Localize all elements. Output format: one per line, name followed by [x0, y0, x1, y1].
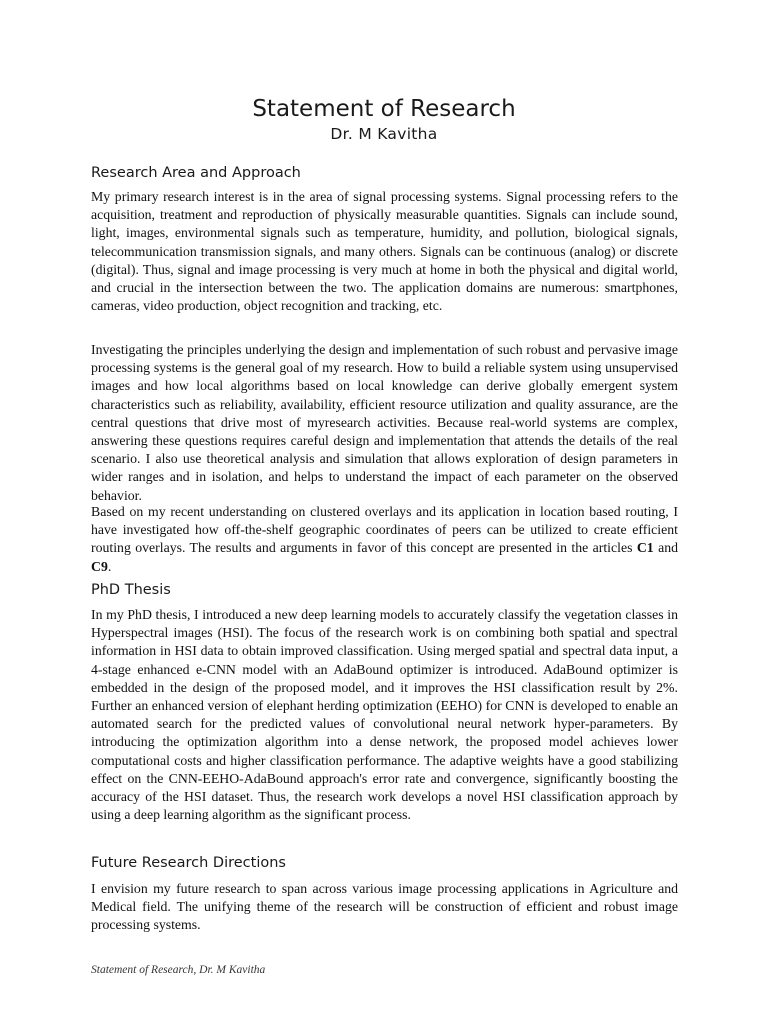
- paragraph-future-research: I envision my future research to span across various image processing applications in Agriculture and Medical field. The unifying theme of the research will be construction of efficient and robust image processing systems.: [91, 881, 678, 933]
- paragraph-principles: Investigating the principles underlying the design and implementation of such robust and pervasive image processing systems is the general goal of my research. How to build a reliable system using unsupervised images and how local algorithms based on local knowledge can derive globally emergent system characteristics such as reliability, availability, efficient resource utilization and quality assurance, are the central questions that drive most of myresearch activities. Because real-world systems are complex, answering these questions requires careful design and implementation that attends the details of the real scenario. I also use theoretical analysis and simulation that allows exploration of design parameters in wider ranges and in isolation, and helps to understand the impact of each parameter on the observed behavior.: [91, 342, 678, 503]
- overlay-text-end: .: [107, 558, 112, 574]
- author-name: Dr. M Kavitha: [330, 125, 438, 143]
- overlay-text-and: and: [653, 540, 679, 556]
- reference-c9: C9: [91, 558, 108, 574]
- reference-c1: C1: [636, 540, 654, 556]
- section-heading-phd-thesis: PhD Thesis: [91, 582, 171, 598]
- paragraph-clustered-overlays: [91, 503, 678, 576]
- overlay-text-before: Based on my recent understanding on clustered overlays and its application in location based routing, I have investigated how off-the-shelf geographic coordinates of peers can be utilized to create efficient routing overlays. The results and arguments in favor of this concept are presented in the articles: [91, 504, 678, 556]
- paragraph-research-interest: My primary research interest is in the area of signal processing systems. Signal processing refers to the acquisition, treatment and reproduction of physically measurable quantities. Signals can include sound, light, images, environmental signals such as temperature, humidity, and pollution, biological signals, telecommunication transmission signals, and many others. Signals can be continuous (analog) or discrete (digital). Thus, signal and image processing is very much at home in both the physical and digital world, and crucial in the intersection between the two. The application domains are numerous: smartphones, cameras, video production, object recognition and tracking, etc.: [91, 189, 678, 314]
- section-heading-future-research: Future Research Directions: [91, 855, 286, 871]
- page-footer: Statement of Research, Dr. M Kavitha: [91, 964, 266, 976]
- page-title: Statement of Research: [252, 96, 516, 122]
- section-heading-research-area: Research Area and Approach: [91, 165, 301, 181]
- paragraph-phd-thesis: In my PhD thesis, I introduced a new deep learning models to accurately classify the vegetation classes in Hyperspectral images (HSI). The focus of the research work is on combining both spatial and spectral information in HSI data to obtain improved classification. Using merged spatial and spectral data input, a 4-stage enhanced e-CNN model with an AdaBound optimizer is introduced. AdaBound optimizer is embedded in the design of the proposed model, and it improves the HSI classification result by 2%. Further an enhanced version of elephant herding optimization (EEHO) for CNN is developed to enable an automated search for the predicted values of convolutional neural network hyper-parameters. By introducing the optimization algorithm into a dense network, the proposed model achieves lower computational costs and higher classification performance. The adaptive weights have a good stabilizing effect on the CNN-EEHO-AdaBound approach's error rate and convergence, significantly boosting the accuracy of the HSI dataset. Thus, the research work develops a novel HSI classification approach by using a deep learning algorithm as the significant process.: [91, 607, 678, 823]
